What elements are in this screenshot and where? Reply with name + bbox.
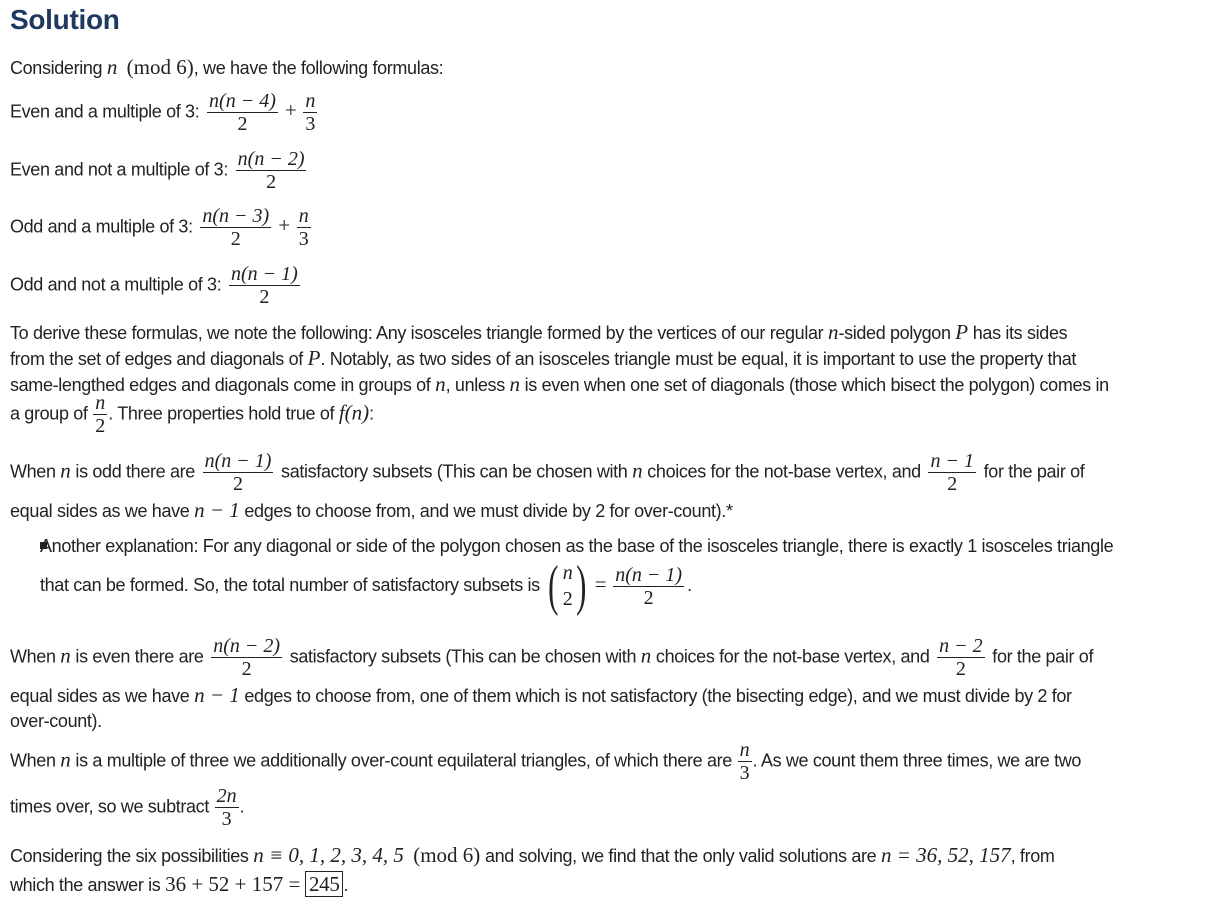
mult3-line-1: [10, 739, 1081, 784]
denominator: 2: [230, 228, 241, 250]
derive-line-1: [10, 319, 1067, 346]
text: equal sides as we have: [10, 501, 195, 521]
denominator: 2: [643, 586, 654, 609]
intro-line: [10, 54, 443, 81]
math-n: n: [435, 372, 446, 396]
denominator: 3: [305, 113, 316, 135]
math-solutions: n = 36, 52, 157: [880, 843, 1011, 867]
numerator: n(n − 1): [231, 263, 298, 285]
denominator: 2: [955, 658, 966, 680]
text: When: [10, 461, 61, 482]
text: choices for the not-base vertex, and: [651, 646, 935, 667]
denominator: 3: [221, 808, 232, 830]
text: a group of: [10, 403, 93, 424]
text: which the answer is: [10, 875, 166, 895]
numerator: n(n − 1): [615, 563, 683, 586]
binom-top: n: [562, 562, 573, 584]
math-n: n: [509, 372, 520, 396]
text: .: [687, 574, 692, 595]
odd-line-1: [10, 450, 1084, 495]
text: Considering: [10, 58, 107, 78]
numerator: n(n − 1): [204, 450, 272, 472]
numerator: n: [739, 739, 750, 761]
denominator: 3: [298, 228, 309, 250]
fraction: [93, 392, 107, 437]
math-P: P: [307, 346, 321, 370]
text: is even when one set of diagonals (those which bisect the polygon) comes in: [520, 375, 1109, 395]
formula-label: Odd and a multiple of 3:: [10, 216, 193, 237]
math-n: n: [640, 643, 652, 668]
denominator: 2: [241, 658, 252, 680]
text: edges to choose from, and we must divide by 2 for over-count).*: [239, 501, 733, 521]
final-line-1: [10, 842, 1055, 869]
text: is odd there are: [70, 461, 200, 482]
formula-odd-mult3: [10, 205, 314, 250]
formula-label: Even and a multiple of 3:: [10, 101, 200, 122]
binom-bottom: 2: [562, 588, 573, 610]
text: satisfactory subsets (This can be chosen with: [285, 646, 641, 667]
text: edges to choose from, one of them which is not satisfactory (the bisecting edge), and we must divide by 2 for: [239, 686, 1072, 706]
numerator: n: [95, 392, 106, 414]
text: is a multiple of three we additionally over-count equilateral triangles, of which there are: [70, 750, 737, 771]
text: satisfactory subsets (This can be chosen with: [276, 461, 633, 482]
math-mod: (mod 6): [126, 55, 194, 79]
formula-even-mult3: [10, 90, 320, 135]
denominator: 2: [259, 286, 270, 308]
denominator: 2: [232, 473, 243, 495]
text: .: [343, 875, 349, 895]
fraction: [297, 205, 311, 250]
fraction: [303, 90, 317, 135]
numerator: n − 2: [939, 635, 983, 657]
text: :: [369, 403, 374, 424]
text: . As we count them three times, we are two: [752, 750, 1082, 771]
denominator: 2: [95, 415, 106, 437]
text: , unless: [445, 375, 510, 395]
text: Considering the six possibilities: [10, 846, 254, 866]
numerator: n: [298, 205, 309, 227]
text: is even there are: [70, 646, 209, 667]
formula-label: Odd and not a multiple of 3:: [10, 274, 222, 295]
denominator: 2: [947, 473, 958, 495]
formula-even-not-mult3: [10, 148, 309, 193]
even-line-1: [10, 635, 1093, 680]
even-line-3: [10, 708, 102, 734]
math-n: n: [60, 643, 71, 668]
text: equal sides as we have: [10, 686, 195, 706]
math-fn: f(n): [338, 400, 370, 425]
formula-label: Even and not a multiple of 3:: [10, 159, 228, 180]
math-n-minus-1: n − 1: [194, 683, 240, 707]
text: Another explanation: For any diagonal or side of the polygon chosen as the base of the isosceles triangle, there is exactly 1 isosceles triangle: [40, 536, 1114, 556]
binomial: ( n 2 ): [548, 555, 587, 617]
denominator: 3: [739, 762, 750, 784]
text: same-lengthed edges and diagonals come in groups of: [10, 375, 436, 395]
numerator: n(n − 4): [209, 90, 276, 112]
text: for the pair of: [978, 461, 1085, 482]
text: To derive these formulas, we note the following: Any isosceles triangle formed by the vertices of our regular: [10, 323, 828, 343]
text: -sided polygon: [838, 323, 956, 343]
math-n: n: [106, 55, 118, 79]
text: When: [10, 750, 61, 771]
text: . Three properties hold true of: [108, 403, 339, 424]
math-n: n: [60, 458, 71, 483]
boxed-answer: 245: [305, 871, 343, 897]
plus-sign: +: [278, 213, 290, 238]
equals-sign: =: [594, 571, 607, 596]
final-line-2: [10, 871, 348, 898]
math-congruence: n ≡ 0, 1, 2, 3, 4, 5: [253, 843, 404, 867]
even-line-2: [10, 682, 1072, 709]
numerator: n: [305, 90, 316, 112]
text: from the set of edges and diagonals of: [10, 349, 308, 369]
fraction: [229, 263, 300, 308]
math-sum: 36 + 52 + 157 =: [165, 872, 301, 896]
text: When: [10, 646, 61, 667]
math-n: n: [827, 320, 839, 344]
text: has its sides: [968, 323, 1068, 343]
denominator: 2: [266, 171, 277, 193]
fraction: [215, 785, 239, 830]
text: .: [239, 796, 245, 817]
fraction: [203, 450, 274, 495]
numerator: n(n − 3): [202, 205, 270, 227]
fraction: [236, 148, 307, 193]
text: , from: [1010, 846, 1055, 866]
text: times over, so we subtract: [10, 796, 214, 817]
math-n-minus-1: n − 1: [194, 498, 240, 522]
derive-line-4: [10, 392, 374, 437]
bullet-line-2: [40, 555, 692, 617]
text: for the pair of: [987, 646, 1094, 667]
text: . Notably, as two sides of an isosceles triangle must be equal, it is important to use the property that: [320, 349, 1077, 369]
numerator: n − 1: [930, 450, 974, 472]
section-heading: Solution: [10, 4, 120, 35]
fraction: [613, 564, 684, 609]
fraction: [200, 205, 271, 250]
fraction: [937, 635, 985, 680]
denominator: 2: [237, 113, 248, 135]
fraction: [928, 450, 976, 495]
mult3-line-2: [10, 785, 244, 830]
numerator: 2n: [216, 785, 237, 807]
odd-line-2: [10, 497, 733, 524]
text: over-count).: [10, 711, 102, 731]
fraction: [207, 90, 278, 135]
fraction: [738, 739, 752, 784]
text: that can be formed. So, the total number of satisfactory subsets is: [40, 574, 545, 595]
math-n: n: [632, 458, 643, 483]
text: choices for the not-base vertex, and: [642, 461, 926, 482]
math-n: n: [60, 747, 71, 772]
text: , we have the following formulas:: [193, 58, 444, 78]
plus-sign: +: [284, 98, 297, 123]
fraction: [211, 635, 282, 680]
derive-line-2: [10, 345, 1076, 372]
numerator: n(n − 2): [237, 148, 305, 170]
text: and solving, we find that the only valid solutions are: [480, 846, 881, 866]
formula-odd-not-mult3: [10, 263, 303, 308]
numerator: n(n − 2): [213, 635, 281, 657]
math-mod: (mod 6): [413, 843, 481, 867]
math-P: P: [955, 320, 969, 344]
